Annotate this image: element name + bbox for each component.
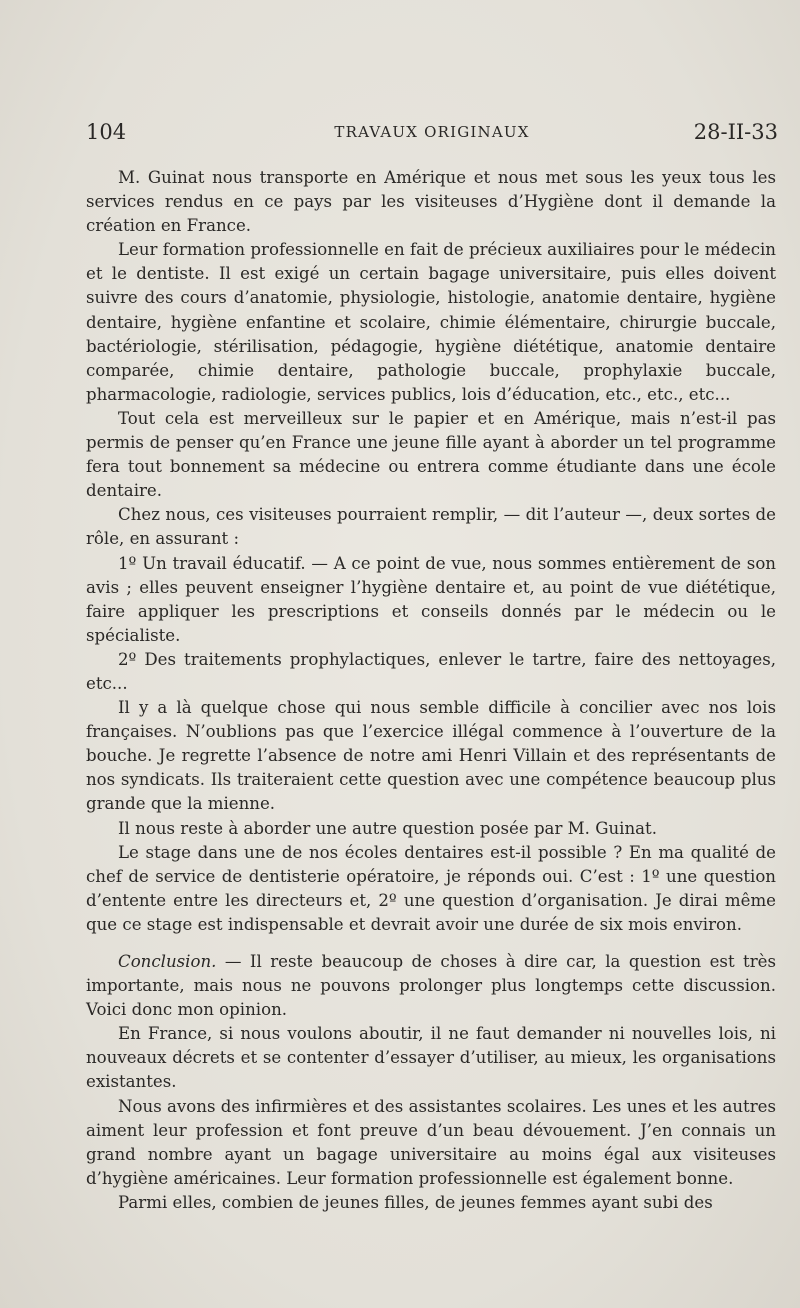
running-title: TRAVAUX ORIGINAUX	[334, 123, 530, 141]
issue-date: 28-II-33	[693, 120, 778, 144]
conclusion-text: — Il reste beaucoup de choses à dire car, la question est très importante, mais nous ne pouvons prolonger plus longtemps cette discussion. Voici donc mon opinion.	[86, 952, 776, 1020]
conclusion-paragraph	[86, 950, 776, 1022]
paragraph: Il nous reste à aborder une autre question posée par M. Guinat.	[118, 818, 657, 838]
paragraph: 1º Un travail éducatif. — A ce point de vue, nous sommes entièrement de son avis ; elles peuvent enseigner l’hygiène dentaire et, au point de vue diététique, faire appliquer les prescriptions et conseils donnés par le médecin ou le spécialiste.	[86, 553, 776, 645]
paragraph: Parmi elles, combien de jeunes filles, de jeunes femmes ayant subi des	[118, 1192, 713, 1212]
paragraph: Leur formation professionnelle en fait de précieux auxiliaires pour le médecin et le dentiste. Il est exigé un certain bagage universitaire, puis elles doivent suivre des cours d’anatomie, physiologie, histologie, anatomie dentaire, hygiène dentaire, hygiène enfantine et scolaire, chimie élémentaire, chirurgie buccale, bactériologie, stérilisation, pédagogie, hygiène diététique, anatomie dentaire comparée, chimie dentaire, pathologie buccale, prophylaxie buccale, pharmacologie, radiologie, services publics, lois d’éducation, etc., etc., etc...	[86, 240, 776, 404]
page-number: 104	[86, 120, 127, 144]
paragraph: Nous avons des infirmières et des assistantes scolaires. Les unes et les autres aiment leur profession et font preuve d’un beau dévouement. J’en connais un grand nombre ayant un bagage universitaire au moins égal aux visiteuses d’hygiène américaines. Leur formation professionnelle est également bonne.	[86, 1096, 776, 1188]
paragraph: Le stage dans une de nos écoles dentaires est-il possible ? En ma qualité de chef de service de dentisterie opératoire, je réponds oui. C’est : 1º une question d’entente entre les directeurs et, 2º une question d’organisation. Je dirai même que ce stage est indispensable et devrait avoir une durée de six mois environ.	[86, 842, 776, 934]
paragraph: En France, si nous voulons aboutir, il ne faut demander ni nouvelles lois, ni nouveaux décrets et se contenter d’essayer d’utiliser, au mieux, les organisations existantes.	[86, 1024, 776, 1092]
paragraph: 2º Des traitements prophylactiques, enlever le tartre, faire des nettoyages, etc...	[86, 649, 776, 693]
running-header	[86, 117, 778, 147]
paragraph: Tout cela est merveilleux sur le papier et en Amérique, mais n’est-il pas permis de penser qu’en France une jeune fille ayant à aborder un tel programme fera tout bonnement sa médecine ou entrera comme étudiante dans une école dentaire.	[86, 408, 776, 501]
paragraph: M. Guinat nous transporte en Amérique et nous met sous les yeux tous les services rendus en ce pays par les visiteuses d’Hygiène dont il demande la création en France.	[86, 168, 776, 236]
paragraph: Il y a là quelque chose qui nous semble difficile à concilier avec nos lois françaises. N’oublions pas que l’exercice illégal commence à l’ouverture de la bouche. Je regrette l’absence de notre ami Henri Villain et des représentants de nos syndicats. Ils traiteraient cette question avec une compétence beaucoup plus grande que la mienne.	[86, 698, 776, 814]
paragraph: Chez nous, ces visiteuses pourraient remplir, — dit l’auteur —, deux sortes de rôle, en assurant :	[86, 505, 776, 549]
conclusion-label: Conclusion.	[118, 952, 217, 971]
article-body	[86, 166, 776, 1215]
